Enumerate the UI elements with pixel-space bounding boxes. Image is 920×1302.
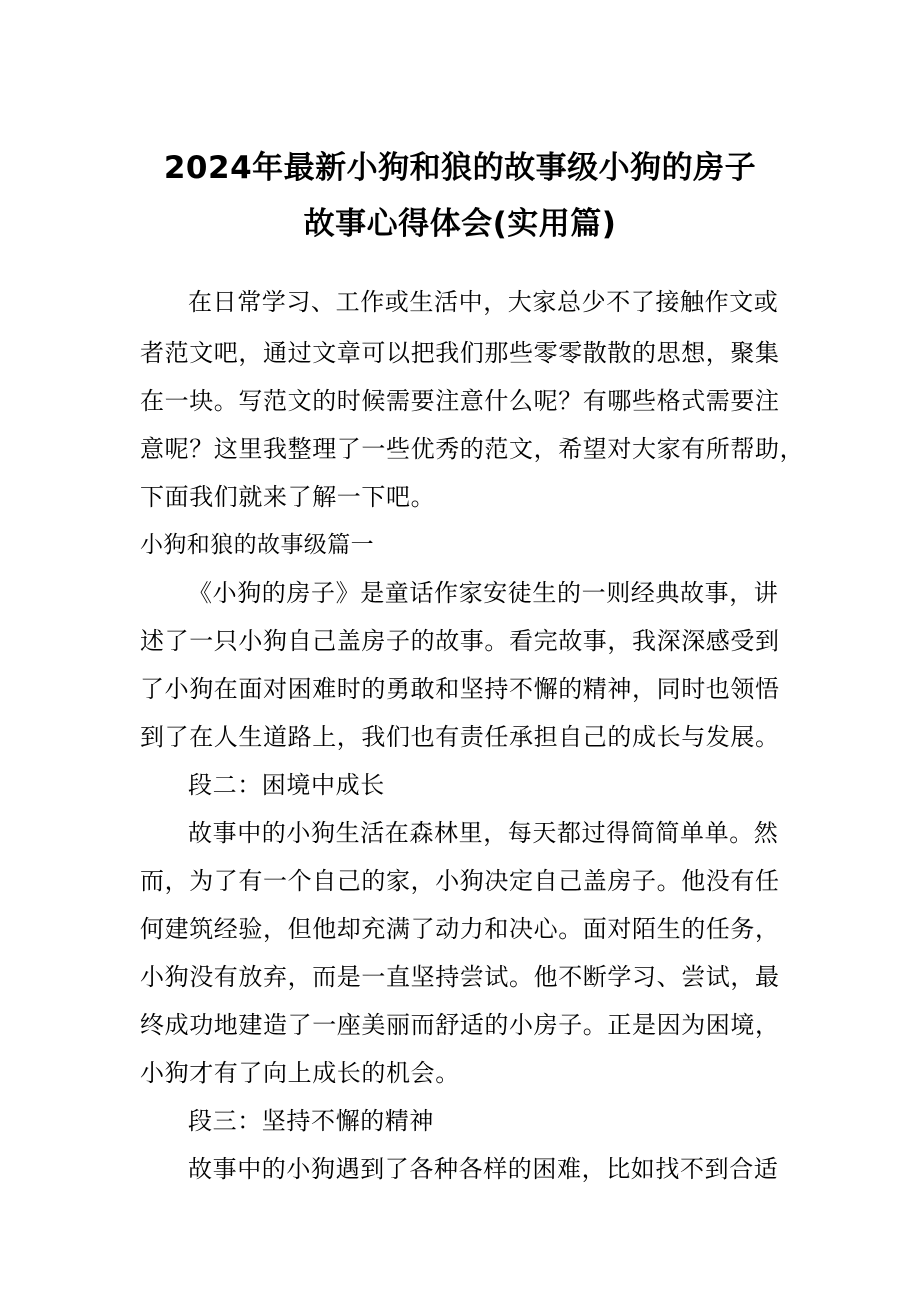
- para2-line-5: 终成功地建造了一座美丽而舒适的小房子。正是因为困境，: [140, 1011, 780, 1039]
- para2-line-1: 故事中的小狗生活在森林里，每天都过得简简单单。然: [188, 819, 779, 847]
- para2-line-3: 何建筑经验，但他却充满了动力和决心。面对陌生的任务，: [140, 915, 780, 943]
- intro-line-2: 者范文吧，通过文章可以把我们那些零零散散的思想，聚集: [140, 339, 780, 367]
- para1-line-1: 《小狗的房子》是童话作家安徒生的一则经典故事，讲: [188, 579, 779, 607]
- intro-line-1: 在日常学习、工作或生活中，大家总少不了接触作文或: [188, 288, 779, 316]
- para2-line-4: 小狗没有放弃，而是一直坚持尝试。他不断学习、尝试，最: [140, 963, 780, 991]
- para3-line-1: 故事中的小狗遇到了各种各样的困难，比如找不到合适: [188, 1155, 779, 1183]
- document-title-line-2: 故事心得体会(实用篇): [303, 206, 617, 242]
- intro-line-3: 在一块。写范文的时候需要注意什么呢？有哪些格式需要注: [140, 387, 780, 415]
- subheading-2: 段二：困境中成长: [188, 771, 385, 799]
- para2-line-6: 小狗才有了向上成长的机会。: [140, 1059, 460, 1087]
- para1-line-4: 到了在人生道路上，我们也有责任承担自己的成长与发展。: [140, 723, 780, 751]
- para2-line-2: 而，为了有一个自己的家，小狗决定自己盖房子。他没有任: [140, 867, 780, 895]
- intro-line-5: 下面我们就来了解一下吧。: [140, 483, 436, 511]
- document-title-line-1: 2024年最新小狗和狼的故事级小狗的房子: [163, 150, 757, 186]
- intro-line-4: 意呢？这里我整理了一些优秀的范文，希望对大家有所帮助，: [140, 435, 805, 463]
- para1-line-2: 述了一只小狗自己盖房子的故事。看完故事，我深深感受到: [140, 627, 780, 655]
- section-heading: 小狗和狼的故事级篇一: [140, 532, 374, 558]
- para1-line-3: 了小狗在面对困难时的勇敢和坚持不懈的精神，同时也领悟: [140, 675, 780, 703]
- subheading-3: 段三：坚持不懈的精神: [188, 1107, 434, 1135]
